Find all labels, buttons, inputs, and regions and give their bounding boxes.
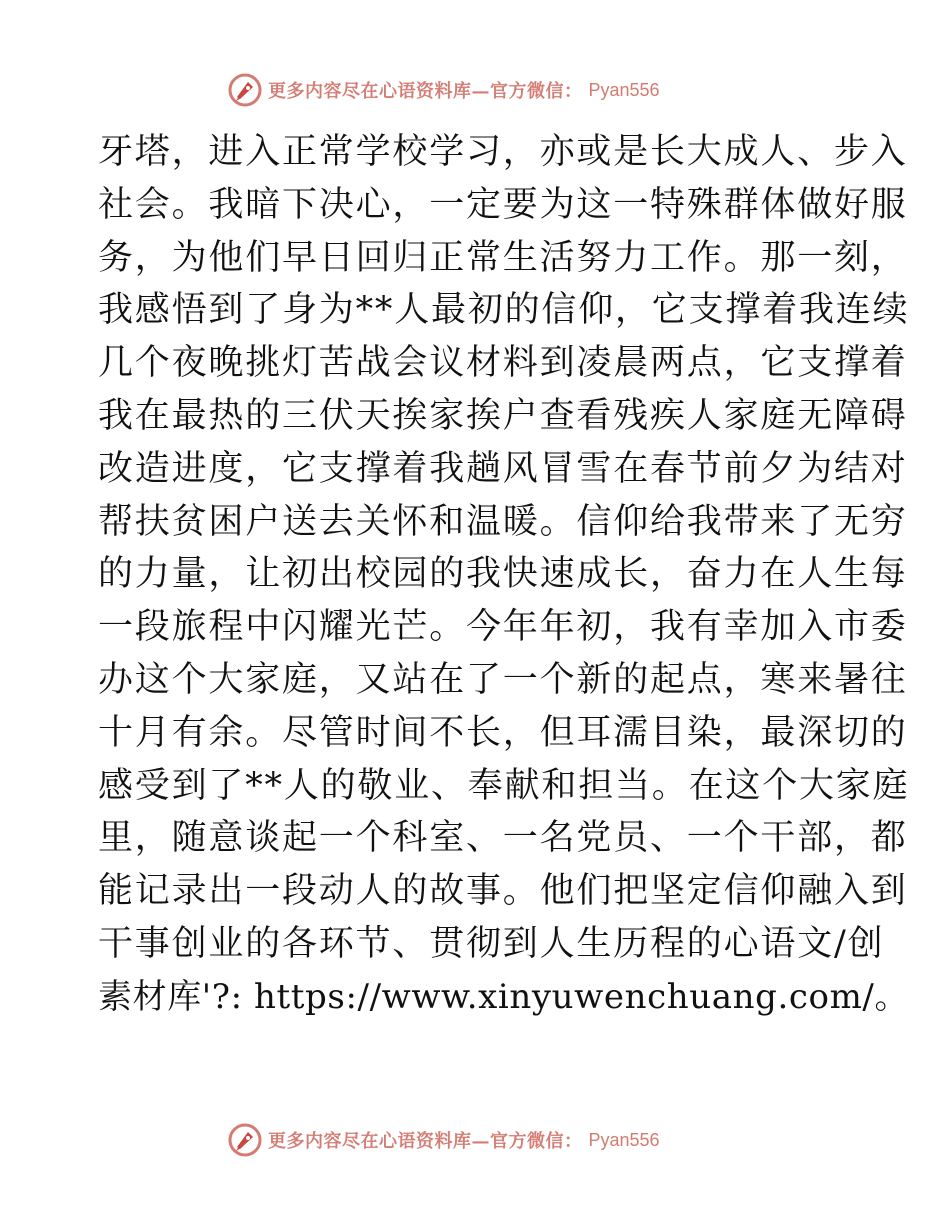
body-text bbox=[98, 126, 910, 1024]
footer-wechat-id: Pyan556 bbox=[588, 1129, 660, 1150]
text-line: 感受到了**人的敬业、奉献和担当。在这个大家庭 bbox=[98, 765, 910, 806]
text-line: 帮扶贫困户送去关怀和温暖。信仰给我带来了无穷 bbox=[98, 501, 908, 542]
text-line: 改造进度，它支撑着我趟风冒雪在春节前夕为结对 bbox=[98, 448, 908, 489]
text-line: 能记录出一段动人的故事。他们把坚定信仰融入到 bbox=[98, 871, 908, 912]
header-banner bbox=[228, 72, 748, 108]
text-line: 社会。我暗下决心，一定要为这一特殊群体做好服 bbox=[98, 184, 908, 225]
text-line: 里，随意谈起一个科室、一名党员、一个干部，都 bbox=[98, 818, 908, 859]
text-line: 十月有余。尽管时间不长，但耳濡目染，最深切的 bbox=[98, 712, 908, 753]
text-line: 办这个大家庭，又站在了一个新的起点，寒来暑往 bbox=[98, 659, 908, 700]
text-line: 牙塔，进入正常学校学习，亦或是长大成人、步入 bbox=[98, 132, 908, 172]
pen-nib-logo-icon bbox=[228, 73, 262, 107]
footer-banner-text: 更多内容尽在心语资料库—官方微信： bbox=[268, 1131, 583, 1152]
text-line: 我在最热的三伏天挨家挨户查看残疾人家庭无障碍 bbox=[98, 395, 908, 436]
header-banner-text: 更多内容尽在心语资料库—官方微信： bbox=[268, 81, 583, 102]
text-line: 务，为他们早日回归正常生活努力工作。那一刻， bbox=[98, 237, 908, 278]
pen-nib-logo-icon bbox=[228, 1123, 262, 1157]
text-line: 的力量，让初出校园的我快速成长，奋力在人生每 bbox=[98, 554, 908, 595]
text-line: 我感悟到了身为**人最初的信仰，它支撑着我连续 bbox=[98, 290, 910, 331]
text-line-url: 素材库'?: https://www.xinyuwenchuang.com/。 bbox=[98, 976, 910, 1017]
text-line: 一段旅程中闪耀光芒。今年年初，我有幸加入市委 bbox=[98, 607, 908, 648]
text-line: 干事创业的各环节、贯彻到人生历程的心语文/创 bbox=[98, 923, 885, 964]
header-wechat-id: Pyan556 bbox=[588, 79, 660, 100]
footer-banner bbox=[228, 1122, 748, 1158]
text-line: 几个夜晚挑灯苦战会议材料到凌晨两点，它支撑着 bbox=[98, 343, 908, 384]
